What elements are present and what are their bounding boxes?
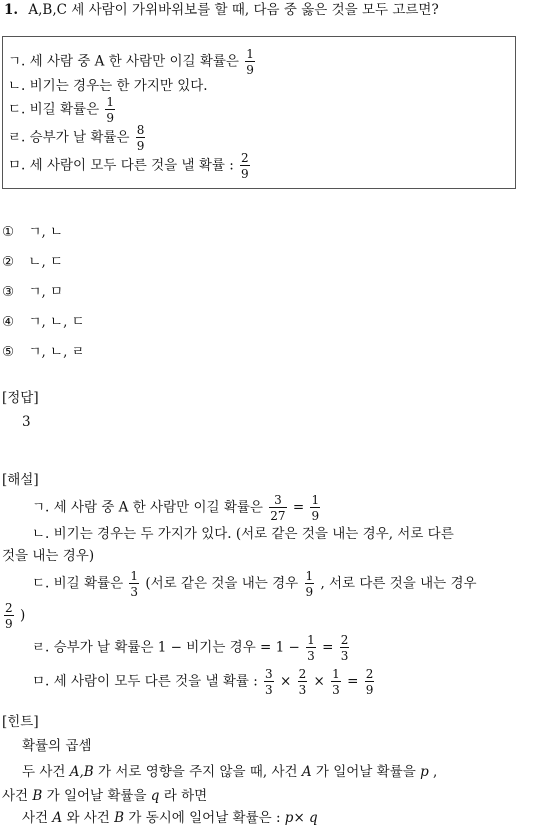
choice-4-mark: ④: [2, 314, 15, 330]
statement-5: [8, 152, 252, 180]
fraction: $\frac{1}{9}$: [305, 569, 314, 599]
fraction: $\frac{2}{3}$: [298, 667, 307, 697]
answer-value: 3: [22, 414, 31, 430]
choice-3-text: ㄱ, ㅁ: [28, 284, 64, 300]
explanation-line-5: ㅁ. 세 사람이 모두 다른 것을 낼 확률 : $\frac{3}{3}$ × $\frac{2}{3}$ × $\frac{1}{3}$ = $\frac{2}{9}$: [32, 667, 374, 697]
explanation-line-1: ㄱ. 세 사람 중 A 한 사람만 이길 확률은 $\frac{3}{27}$ = $\frac{1}{9}$: [32, 493, 320, 523]
statement-5-fraction: $\frac{2}{9}$: [241, 151, 249, 181]
choice-3-mark: ③: [2, 284, 15, 300]
choice-4[interactable]: [2, 316, 85, 330]
statement-5-text: ㅁ. 세 사람이 모두 다른 것을 낼 확률 :: [8, 157, 234, 174]
fraction: $\frac{1}{9}$: [311, 493, 320, 523]
hint-line-3: 사건 A 와 사건 B 가 동시에 일어날 확률은 : p× q: [22, 810, 318, 826]
answer-label: [정답]: [2, 390, 39, 406]
choice-2-text: ㄴ, ㄷ: [28, 254, 64, 270]
fraction: $\frac{1}{3}$: [332, 667, 340, 697]
choice-5-text: ㄱ, ㄴ, ㄹ: [28, 344, 85, 360]
statement-1-text: ㄱ. 세 사람 중 A 한 사람만 이길 확률은: [8, 53, 239, 70]
explanation-line-4: ㄹ. 승부가 날 확률은 1 − 비기는 경우 = 1 − $\frac{1}{3}$ = $\frac{2}{3}$: [32, 633, 349, 663]
question-text: A,B,C 세 사람이 가위바위보를 할 때, 다음 중 옳은 것을 모두 고르면?: [28, 2, 439, 18]
question-line: [4, 4, 439, 18]
question-number: 1.: [4, 2, 19, 18]
hint-label: [힌트]: [2, 714, 39, 730]
statement-4-text: ㄹ. 승부가 날 확률은: [8, 129, 130, 146]
choice-3[interactable]: [2, 286, 63, 300]
choice-2[interactable]: [2, 256, 63, 270]
hint-title: 확률의 곱셈: [22, 738, 92, 754]
statement-4-fraction: $\frac{8}{9}$: [136, 123, 145, 153]
choice-2-mark: ②: [2, 254, 15, 270]
hint-line-1: 두 사건 A,B 가 서로 영향을 주지 않을 때, 사건 A 가 일어날 확률을 p ,: [22, 764, 438, 780]
statement-3-fraction: $\frac{1}{9}$: [106, 95, 115, 125]
fraction: $\frac{1}{3}$: [307, 633, 315, 663]
hint-line-2: 사건 B 가 일어날 확률을 q 라 하면: [2, 788, 208, 804]
statement-4: [8, 124, 147, 152]
statement-1-fraction: $\frac{1}{9}$: [246, 47, 254, 77]
statement-3: [8, 96, 117, 124]
explanation-line-2a: ㄴ. 비기는 경우는 두 가지가 있다. (서로 같은 것을 내는 경우, 서로 다른: [32, 526, 454, 542]
choice-5-mark: ⑤: [2, 344, 15, 360]
statement-1: [8, 48, 257, 76]
explanation-line-3: ㄷ. 비길 확률은 $\frac{1}{3}$ (서로 같은 것을 내는 경우 $\frac{1}{9}$ , 서로 다른 것을 내는 경우: [32, 569, 477, 599]
choice-1-mark: ①: [2, 224, 15, 240]
choice-1[interactable]: [2, 226, 63, 240]
fraction: $\frac{3}{3}$: [265, 667, 273, 697]
explanation-line-2b: 것을 내는 경우): [2, 548, 95, 564]
fraction: $\frac{1}{3}$: [130, 569, 139, 599]
statement-3-text: ㄷ. 비길 확률은: [8, 101, 100, 118]
statement-2-text: ㄴ. 비기는 경우는 한 가지만 있다.: [8, 78, 208, 94]
fraction: $\frac{2}{3}$: [340, 633, 349, 663]
fraction: $\frac{2}{9}$: [5, 601, 13, 631]
choice-5[interactable]: [2, 346, 85, 360]
choice-4-text: ㄱ, ㄴ, ㄷ: [28, 314, 85, 330]
fraction: $\frac{3}{27}$: [270, 493, 286, 523]
explanation-line-3-cont: $\frac{2}{9}$ ): [5, 601, 26, 631]
statement-2: [8, 80, 208, 94]
choice-1-text: ㄱ, ㄴ: [28, 224, 64, 240]
fraction: $\frac{2}{9}$: [365, 667, 374, 697]
explanation-label: [해설]: [2, 472, 39, 488]
